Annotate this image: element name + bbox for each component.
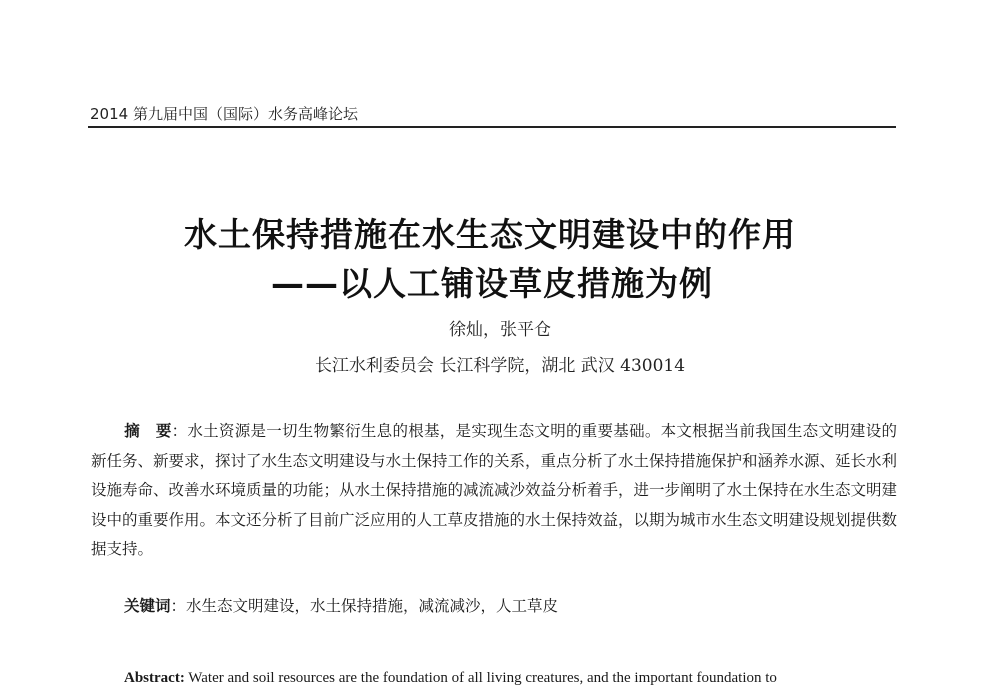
keywords-text: ：水生态文明建设，水土保持措施，减流减沙，人工草皮 bbox=[170, 597, 559, 615]
running-head: 2014 第九届中国（国际）水务高峰论坛 bbox=[90, 105, 358, 123]
authors: 徐灿，张平仓 bbox=[449, 320, 551, 340]
english-abstract-label: Abstract: bbox=[124, 670, 185, 686]
paper-title-line-1: 水土保持措施在水生态文明建设中的作用 bbox=[184, 215, 796, 254]
english-abstract bbox=[124, 670, 904, 687]
affiliation: 长江水利委员会 长江科学院，湖北 武汉 430014 bbox=[314, 356, 686, 376]
chinese-abstract bbox=[91, 417, 897, 565]
keywords-label: 关键词 bbox=[124, 597, 171, 615]
abstract-text: ：水土资源是一切生物繁衍生息的根基，是实现生态文明的重要基础。本文根据当前我国生态文明建设的新任务、新要求，探讨了水生态文明建设与水土保持工作的关系，重点分析了水土保持措施保护和涵养水源、延长水利设施寿命、改善水环境质量的功能；从水土保持措施的减流减沙效益分析着手，进一步阐明了水土保持在水生态文明建设中的重要作用。本文还分析了目前广泛应用的人工草皮措施的水土保持效益，以期为城市水生态文明建设规划提供数据支持。 bbox=[91, 422, 898, 558]
keywords bbox=[124, 594, 894, 616]
abstract-label: 摘 要 bbox=[124, 422, 172, 440]
english-abstract-text: Water and soil resources are the foundation of all living creatures, and the important foundation to bbox=[184, 670, 777, 686]
paper-title-line-2: ——以人工铺设草皮措施为例 bbox=[271, 264, 713, 303]
header-rule bbox=[88, 126, 896, 128]
